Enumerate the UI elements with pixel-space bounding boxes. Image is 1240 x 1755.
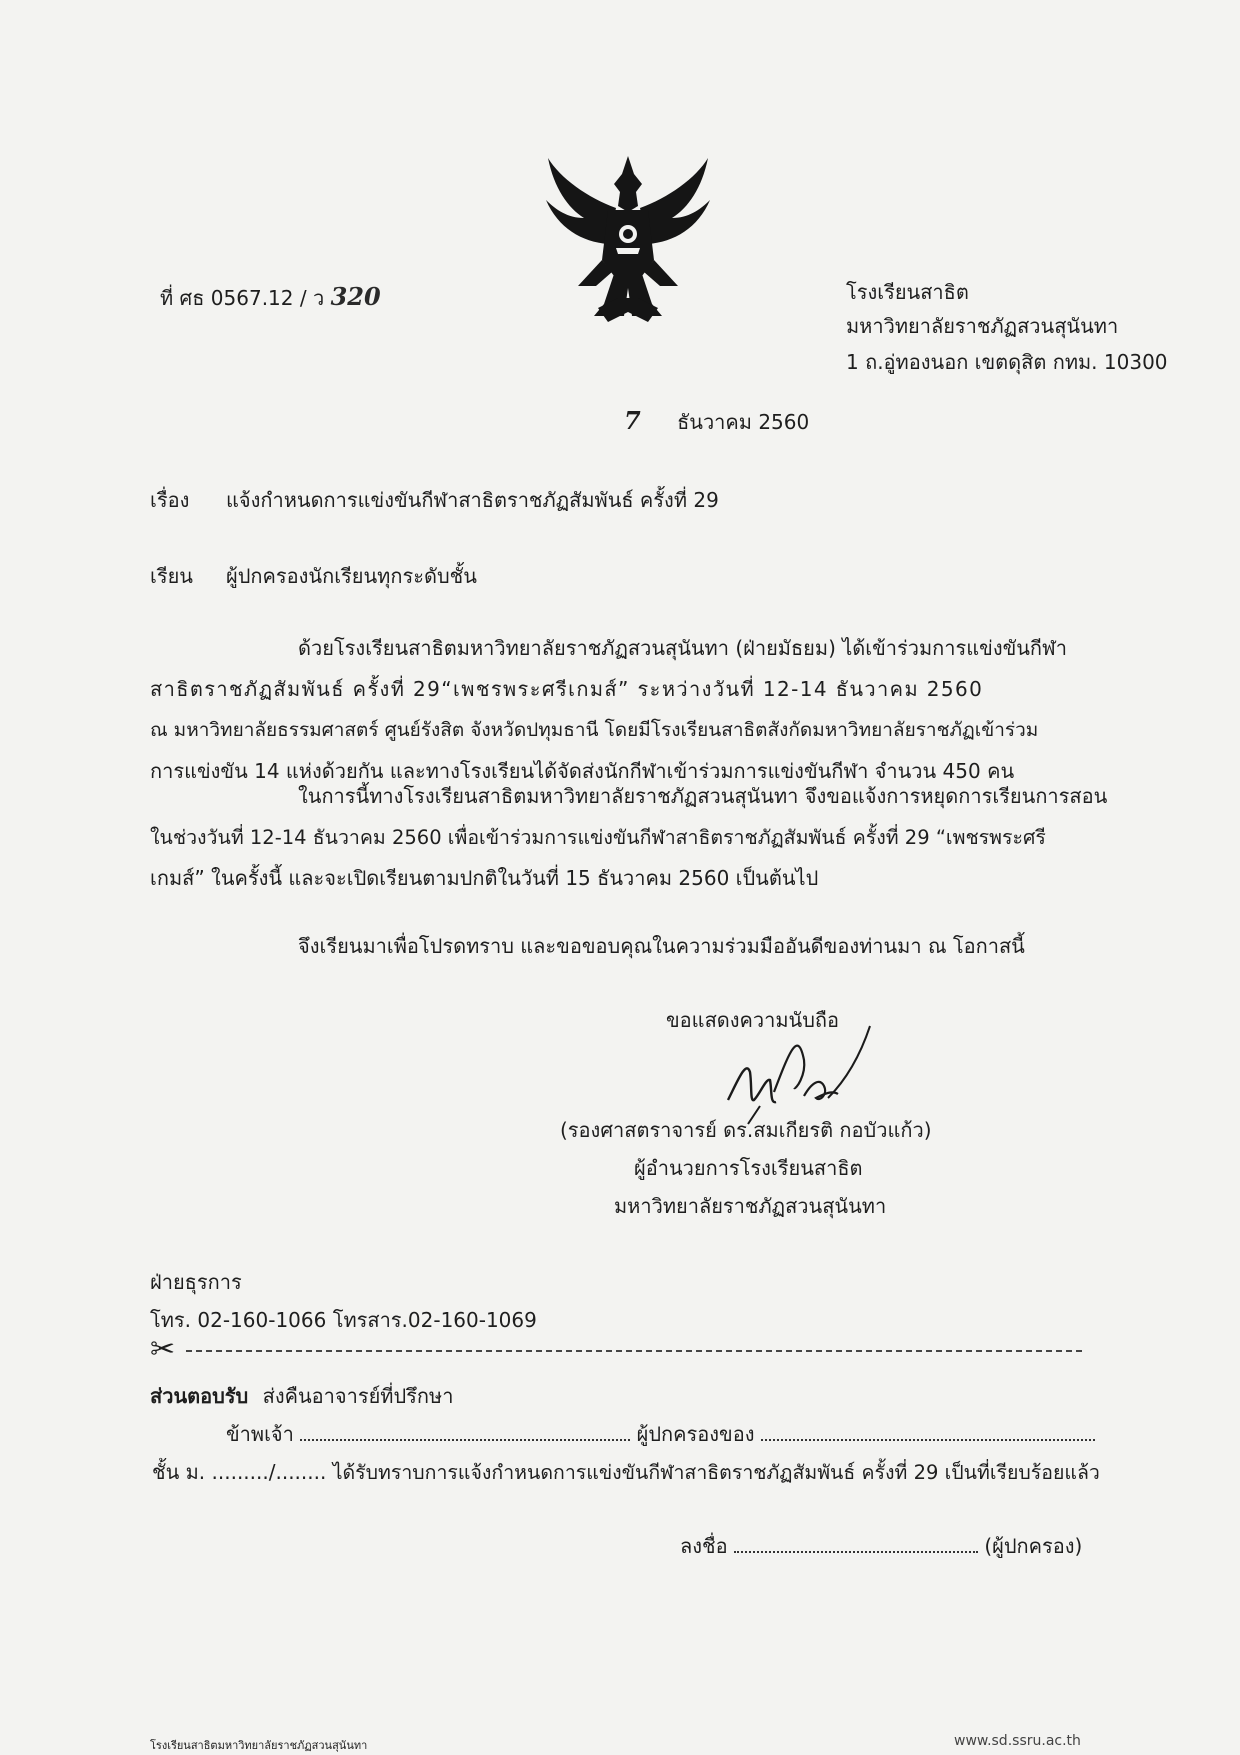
class-label: ชั้น ม. bbox=[152, 1460, 206, 1484]
school-name: โรงเรียนสาธิต bbox=[846, 280, 969, 304]
subject-text: แจ้งกำหนดการแข่งขันกีฬาสาธิตราชภัฏสัมพันธ์ ครั้งที่ 29 bbox=[226, 488, 719, 512]
acknowledge-text: ได้รับทราบการแจ้งกำหนดการแข่งขันกีฬาสาธิตราชภัฏสัมพันธ์ ครั้งที่ 29 เป็นที่เรียบร้อยแล้ว bbox=[332, 1461, 1100, 1484]
paragraph-line: ในการนี้ทางโรงเรียนสาธิตมหาวิทยาลัยราชภัฏสวนสุนันทา จึงขอแจ้งการหยุดการเรียนการสอน bbox=[298, 784, 1108, 808]
paragraph-line: ด้วยโรงเรียนสาธิตมหาวิทยาลัยราชภัฏสวนสุนันทา (ฝ่ายมัธยม) ได้เข้าร่วมการแข่งขันกีฬา bbox=[298, 636, 1067, 660]
document-number-prefix: ที่ ศธ 0567.12 / ว bbox=[160, 286, 325, 310]
paragraph-line: ในช่วงวันที่ 12-14 ธันวาคม 2560 เพื่อเข้าร่วมการแข่งขันกีฬาสาธิตราชภัฏสัมพันธ์ ครั้งที่ 29 “เพชรพระศรี bbox=[150, 826, 1046, 849]
reply-slip-heading bbox=[150, 1380, 453, 1412]
reply-slip-line-2 bbox=[152, 1456, 1100, 1488]
department-label: ฝ่ายธุรการ bbox=[150, 1270, 242, 1294]
reply-slip-signature-line bbox=[680, 1530, 1082, 1562]
date-month-year: ธันวาคม 2560 bbox=[677, 410, 810, 434]
document-number bbox=[160, 282, 381, 314]
recipient-text: ผู้ปกครองนักเรียนทุกระดับชั้น bbox=[226, 564, 477, 588]
phone-fax: โทร. 02-160-1066 โทรสาร.02-160-1069 bbox=[150, 1308, 537, 1332]
document-date bbox=[624, 406, 809, 438]
cut-line bbox=[186, 1350, 1082, 1352]
reply-slip-title: ส่วนตอบรับ bbox=[150, 1384, 249, 1408]
signatory-name: (รองศาสตราจารย์ ดร.สมเกียรติ กอบัวแก้ว) bbox=[560, 1118, 932, 1142]
scissors-icon: ✂ bbox=[150, 1332, 176, 1367]
document-number-handwritten: 320 bbox=[330, 282, 381, 311]
reply-slip-line-1 bbox=[226, 1418, 1095, 1450]
guardian-name-field[interactable] bbox=[300, 1421, 630, 1441]
room-field[interactable]: /........ bbox=[268, 1460, 327, 1484]
paragraph-line: การแข่งขัน 14 แห่งด้วยกัน และทางโรงเรียนได้จัดส่งนักกีฬาเข้าร่วมการแข่งขันกีฬา จำนวน 450 คน bbox=[150, 759, 1015, 783]
paragraph-line: สาธิตราชภัฏสัมพันธ์ ครั้งที่ 29“เพชรพระศรีเกมส์” ระหว่างวันที่ 12-14 ธันวาคม 2560 bbox=[150, 677, 984, 701]
reply-slip-instruction: ส่งคืนอาจารย์ที่ปรึกษา bbox=[262, 1384, 454, 1408]
date-day-handwritten: 7 bbox=[624, 406, 641, 435]
school-address: 1 ถ.อู่ทองนอก เขตดุสิต กทม. 10300 bbox=[846, 350, 1168, 374]
guardian-of-label: ผู้ปกครองของ bbox=[636, 1422, 755, 1446]
signatory-position: ผู้อำนวยการโรงเรียนสาธิต bbox=[634, 1156, 863, 1180]
body-paragraph-1 bbox=[150, 628, 1110, 792]
student-name-field[interactable] bbox=[761, 1421, 1095, 1441]
signatory-organization: มหาวิทยาลัยราชภัฏสวนสุนันทา bbox=[614, 1194, 887, 1218]
body-paragraph-2 bbox=[150, 776, 1110, 899]
guardian-signature-field[interactable] bbox=[734, 1533, 978, 1553]
footer-school-name: โรงเรียนสาธิตมหาวิทยาลัยราชภัฏสวนสุนันทา bbox=[150, 1739, 368, 1752]
paragraph-line: เกมส์” ในครั้งนี้ และจะเปิดเรียนตามปกติในวันที่ 15 ธันวาคม 2560 เป็นต้นไป bbox=[150, 866, 819, 890]
footer-website[interactable]: www.sd.ssru.ac.th bbox=[954, 1733, 1081, 1749]
i-label: ข้าพเจ้า bbox=[226, 1422, 294, 1446]
sign-label: ลงชื่อ bbox=[680, 1534, 728, 1558]
recipient-label: เรียน bbox=[150, 564, 193, 588]
university-name: มหาวิทยาลัยราชภัฏสวนสุนันทา bbox=[846, 314, 1119, 338]
closing-text: จึงเรียนมาเพื่อโปรดทราบ และขอขอบคุณในความร่วมมืออันดีของท่านมา ณ โอกาสนี้ bbox=[298, 934, 1025, 958]
subject-label: เรื่อง bbox=[150, 488, 190, 512]
paragraph-line: ณ มหาวิทยาลัยธรรมศาสตร์ ศูนย์รังสิต จังหวัดปทุมธานี โดยมีโรงเรียนสาธิตสังกัดมหาวิทยาลัยราชภัฏเข้าร่วม bbox=[150, 719, 1039, 741]
regards-text: ขอแสดงความนับถือ bbox=[666, 1008, 840, 1032]
garuda-emblem bbox=[538, 148, 718, 328]
guardian-label: (ผู้ปกครอง) bbox=[984, 1534, 1083, 1558]
class-field[interactable]: ......... bbox=[211, 1460, 269, 1484]
